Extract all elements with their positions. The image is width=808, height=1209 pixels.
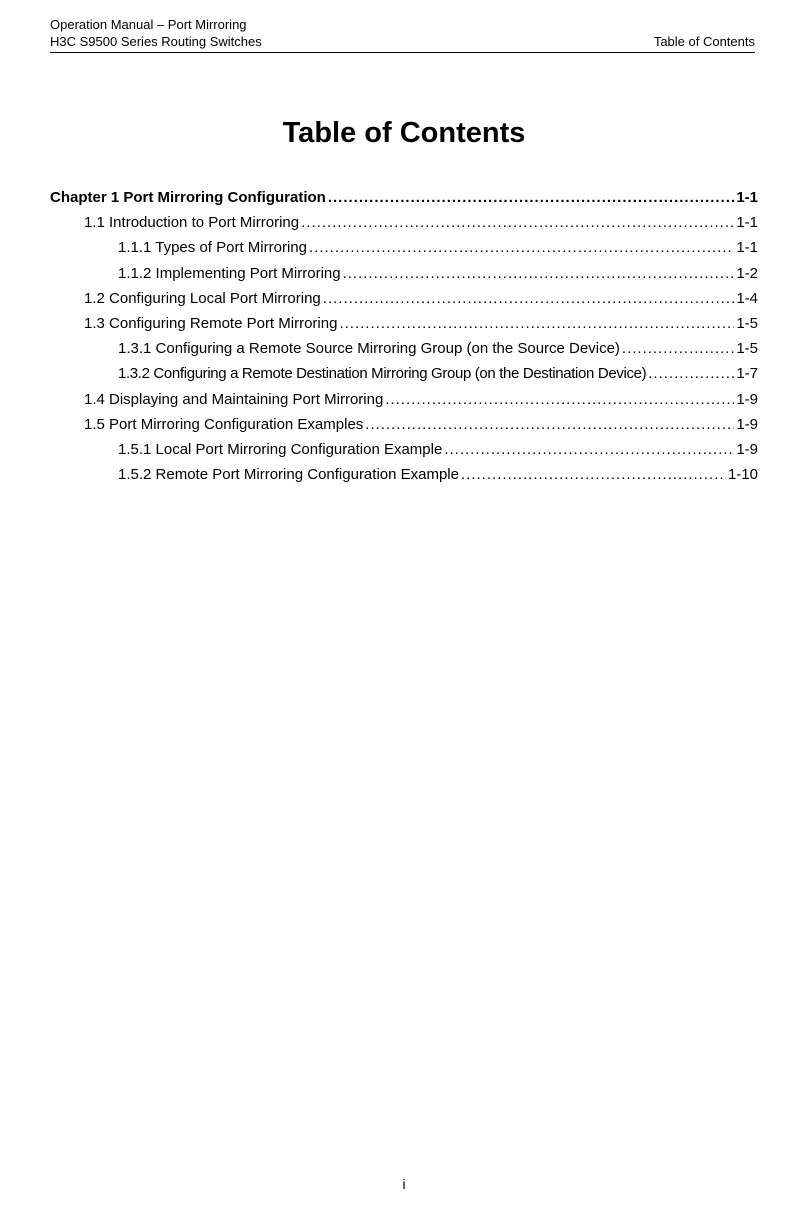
toc-entry-page: 1-1 [736,239,758,257]
toc-entry-text: Chapter 1 Port Mirroring Configuration [50,189,326,206]
toc-entry-chapter-1[interactable] [50,188,758,213]
toc-entry-page: 1-5 [736,314,758,332]
toc-dot-leader [328,188,734,208]
toc-entry-1-1-1[interactable] [50,238,758,263]
toc-dot-leader [301,213,734,233]
toc-dot-leader [365,415,734,435]
toc-entry-1-3-1[interactable] [50,339,758,364]
page-header [50,16,755,53]
toc-entry-1-4[interactable] [50,390,758,415]
toc-entry-page: 1-10 [727,466,758,484]
toc-entry-text: 1.2 Configuring Local Port Mirroring [84,289,321,307]
toc-entry-page: 1-9 [736,415,758,433]
toc-entry-page: 1-5 [736,340,758,358]
toc-dot-leader [339,314,734,334]
toc-entry-text: 1.3.1 Configuring a Remote Source Mirroring Group (on the Source Device) [118,340,620,358]
toc-dot-leader [444,440,734,460]
toc-entry-page: 1-1 [736,214,758,232]
page-title: Table of Contents [282,117,526,149]
toc-entry-text: 1.1.1 Types of Port Mirroring [118,239,307,257]
toc-entry-1-3[interactable] [50,314,758,339]
toc-entry-page: 1-7 [736,365,758,383]
toc-entry-text: 1.5 Port Mirroring Configuration Examples [84,415,364,433]
toc-entry-text: 1.4 Displaying and Maintaining Port Mirroring [84,390,384,408]
toc-dot-leader [385,390,734,410]
toc-entry-text: 1.5.2 Remote Port Mirroring Configuration Example [118,466,459,484]
toc-dot-leader [323,289,735,309]
toc-entry-page: 1-9 [736,440,758,458]
toc-entry-text: 1.1.2 Implementing Port Mirroring [118,264,341,282]
toc-entry-page: 1-4 [736,289,758,307]
toc-dot-leader [309,238,734,258]
toc-entry-1-5[interactable] [50,415,758,440]
toc-entry-1-5-2[interactable] [50,465,758,490]
toc-entry-text: 1.3 Configuring Remote Port Mirroring [84,314,338,332]
table-of-contents [50,188,758,490]
toc-entry-1-3-2[interactable] [50,364,758,389]
toc-entry-1-2[interactable] [50,289,758,314]
toc-entry-text: 1.5.1 Local Port Mirroring Configuration Example [118,440,443,458]
toc-entry-1-1[interactable] [50,213,758,238]
header-section-name: Table of Contents [653,34,755,49]
toc-entry-text: 1.1 Introduction to Port Mirroring [84,214,300,232]
toc-entry-page: 1-2 [736,264,758,282]
header-manual-title: Operation Manual – Port Mirroring [50,17,247,32]
header-product-name: H3C S9500 Series Routing Switches [50,34,262,49]
toc-entry-text: 1.3.2 Configuring a Remote Destination Mirroring Group (on the Destination Device) [118,365,647,383]
toc-dot-leader [343,264,735,284]
toc-entry-page: 1-1 [736,189,758,206]
toc-entry-1-1-2[interactable] [50,264,758,289]
toc-entry-page: 1-9 [736,390,758,408]
toc-dot-leader [622,339,734,359]
page-number: i [402,1176,406,1192]
toc-entry-1-5-1[interactable] [50,440,758,465]
toc-dot-leader [648,364,734,384]
toc-dot-leader [461,465,726,485]
